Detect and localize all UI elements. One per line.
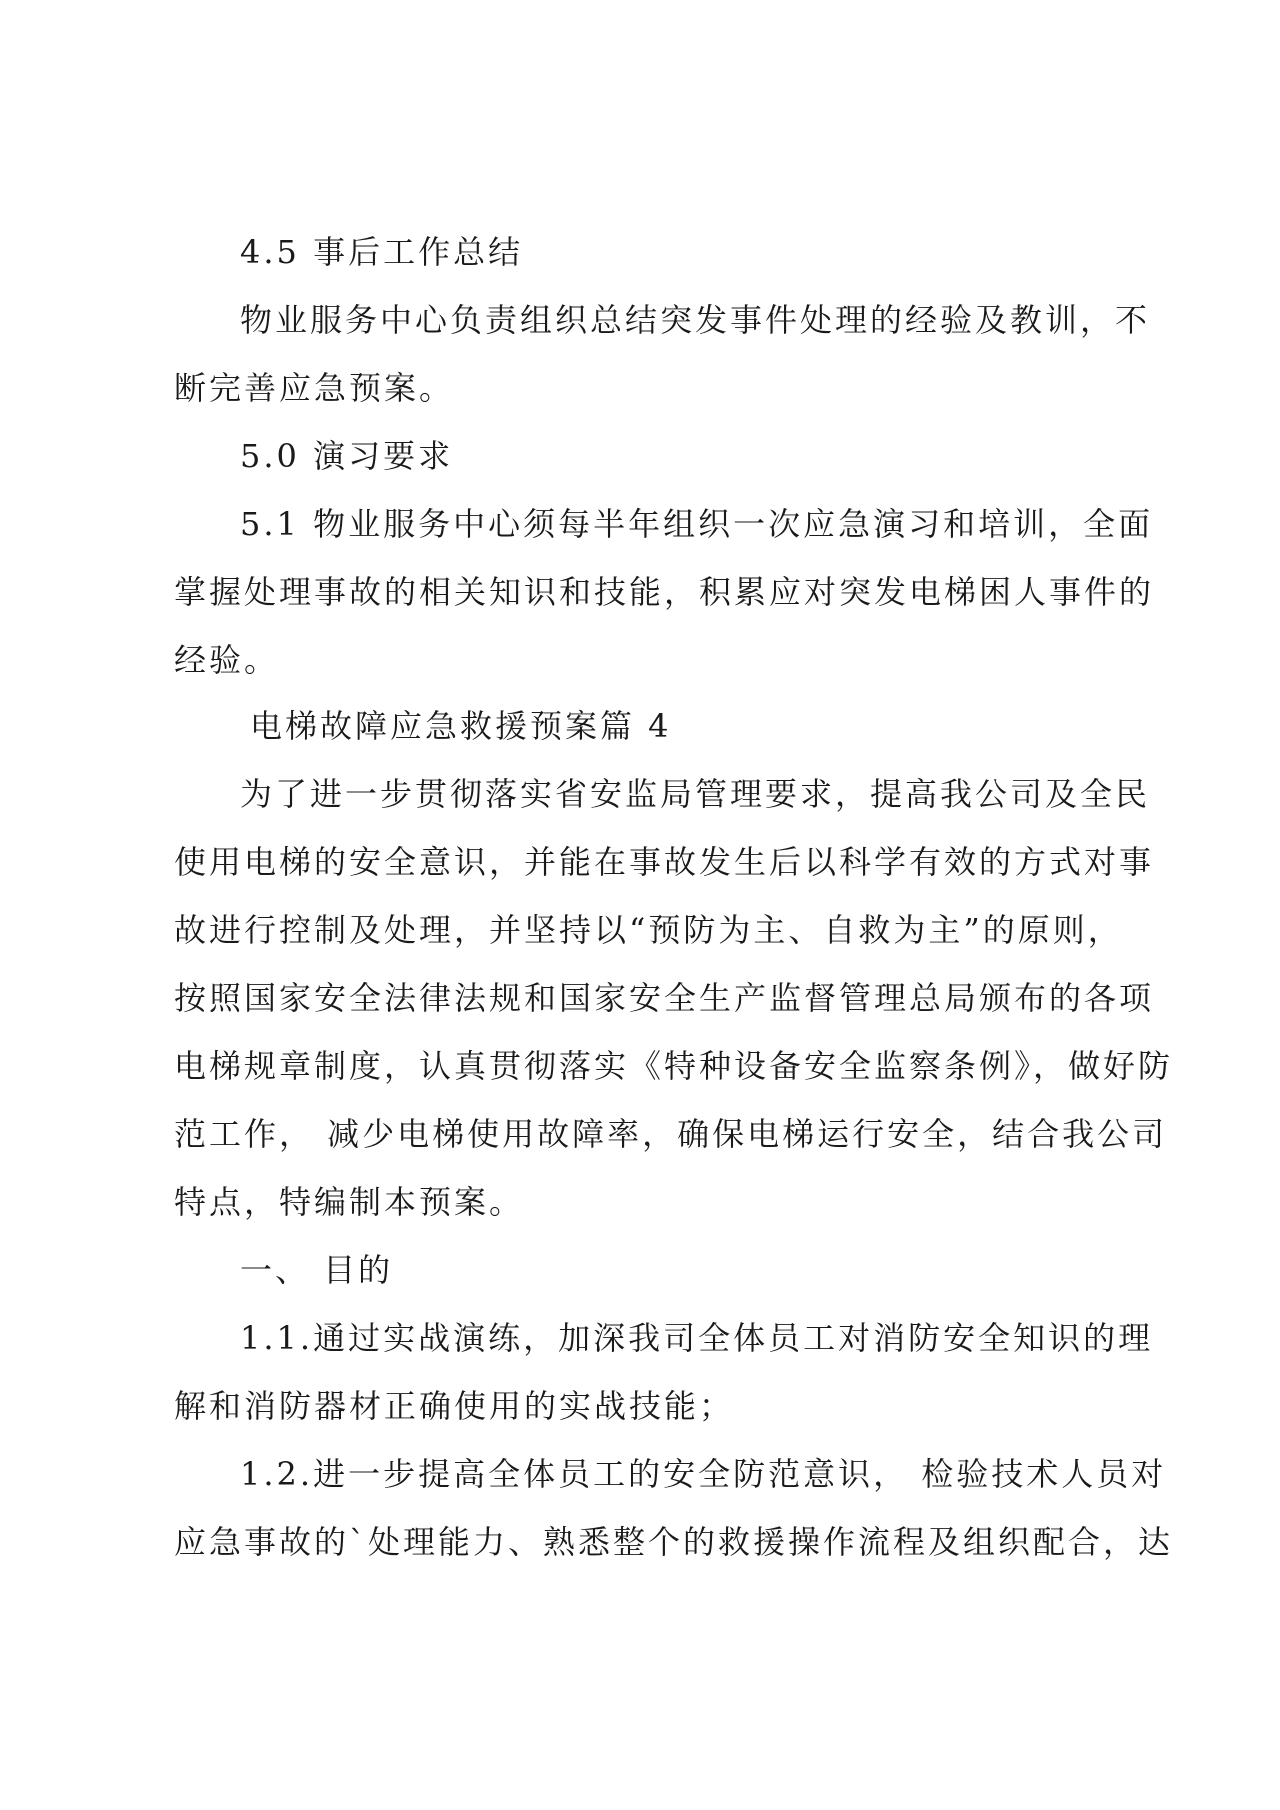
paragraph-line: 特点，特编制本预案。 (174, 1183, 525, 1221)
paragraph-line: 解和消防器材正确使用的实战技能； (174, 1387, 735, 1425)
section-heading-purpose: 一、 目的 (240, 1251, 394, 1289)
paragraph-line: 故进行控制及处理，并坚持以“预防为主、自救为主”的原则， (174, 911, 1123, 949)
paragraph-line: 按照国家安全法律法规和国家安全生产监督管理总局颁布的各项 (174, 979, 1155, 1017)
paragraph-line: 范工作， 减少电梯使用故障率，确保电梯运行安全，结合我公司 (174, 1115, 1168, 1153)
section-heading-4-5: 4.5 事后工作总结 (240, 233, 524, 271)
article-title: 电梯故障应急救援预案篇 4 (250, 707, 672, 745)
paragraph-line: 物业服务中心负责组织总结突发事件处理的经验及教训，不 (240, 301, 1151, 339)
paragraph-line: 掌握处理事故的相关知识和技能，积累应对突发电梯困人事件的 (174, 573, 1155, 611)
paragraph-line: 为了进一步贯彻落实省安监局管理要求，提高我公司及全民 (240, 775, 1151, 813)
paragraph-line: 1.2.进一步提高全体员工的安全防范意识， 检验技术人员对 (240, 1455, 1167, 1493)
paragraph-line: 断完善应急预案。 (174, 369, 455, 407)
paragraph-line: 5.1 物业服务中心须每半年组织一次应急演习和培训，全面 (240, 505, 1154, 543)
paragraph-line: 经验。 (174, 641, 280, 679)
paragraph-line: 使用电梯的安全意识，并能在事故发生后以科学有效的方式对事 (174, 843, 1155, 881)
paragraph-line: 电梯规章制度，认真贯彻落实《特种设备安全监察条例》，做好防 (174, 1047, 1174, 1085)
paragraph-line: 1.1.通过实战演练，加深我司全体员工对消防安全知识的理 (240, 1319, 1154, 1357)
section-heading-5-0: 5.0 演习要求 (240, 437, 454, 475)
paragraph-line: 应急事故的`处理能力、熟悉整个的救援操作流程及组织配合，达 (174, 1523, 1174, 1561)
